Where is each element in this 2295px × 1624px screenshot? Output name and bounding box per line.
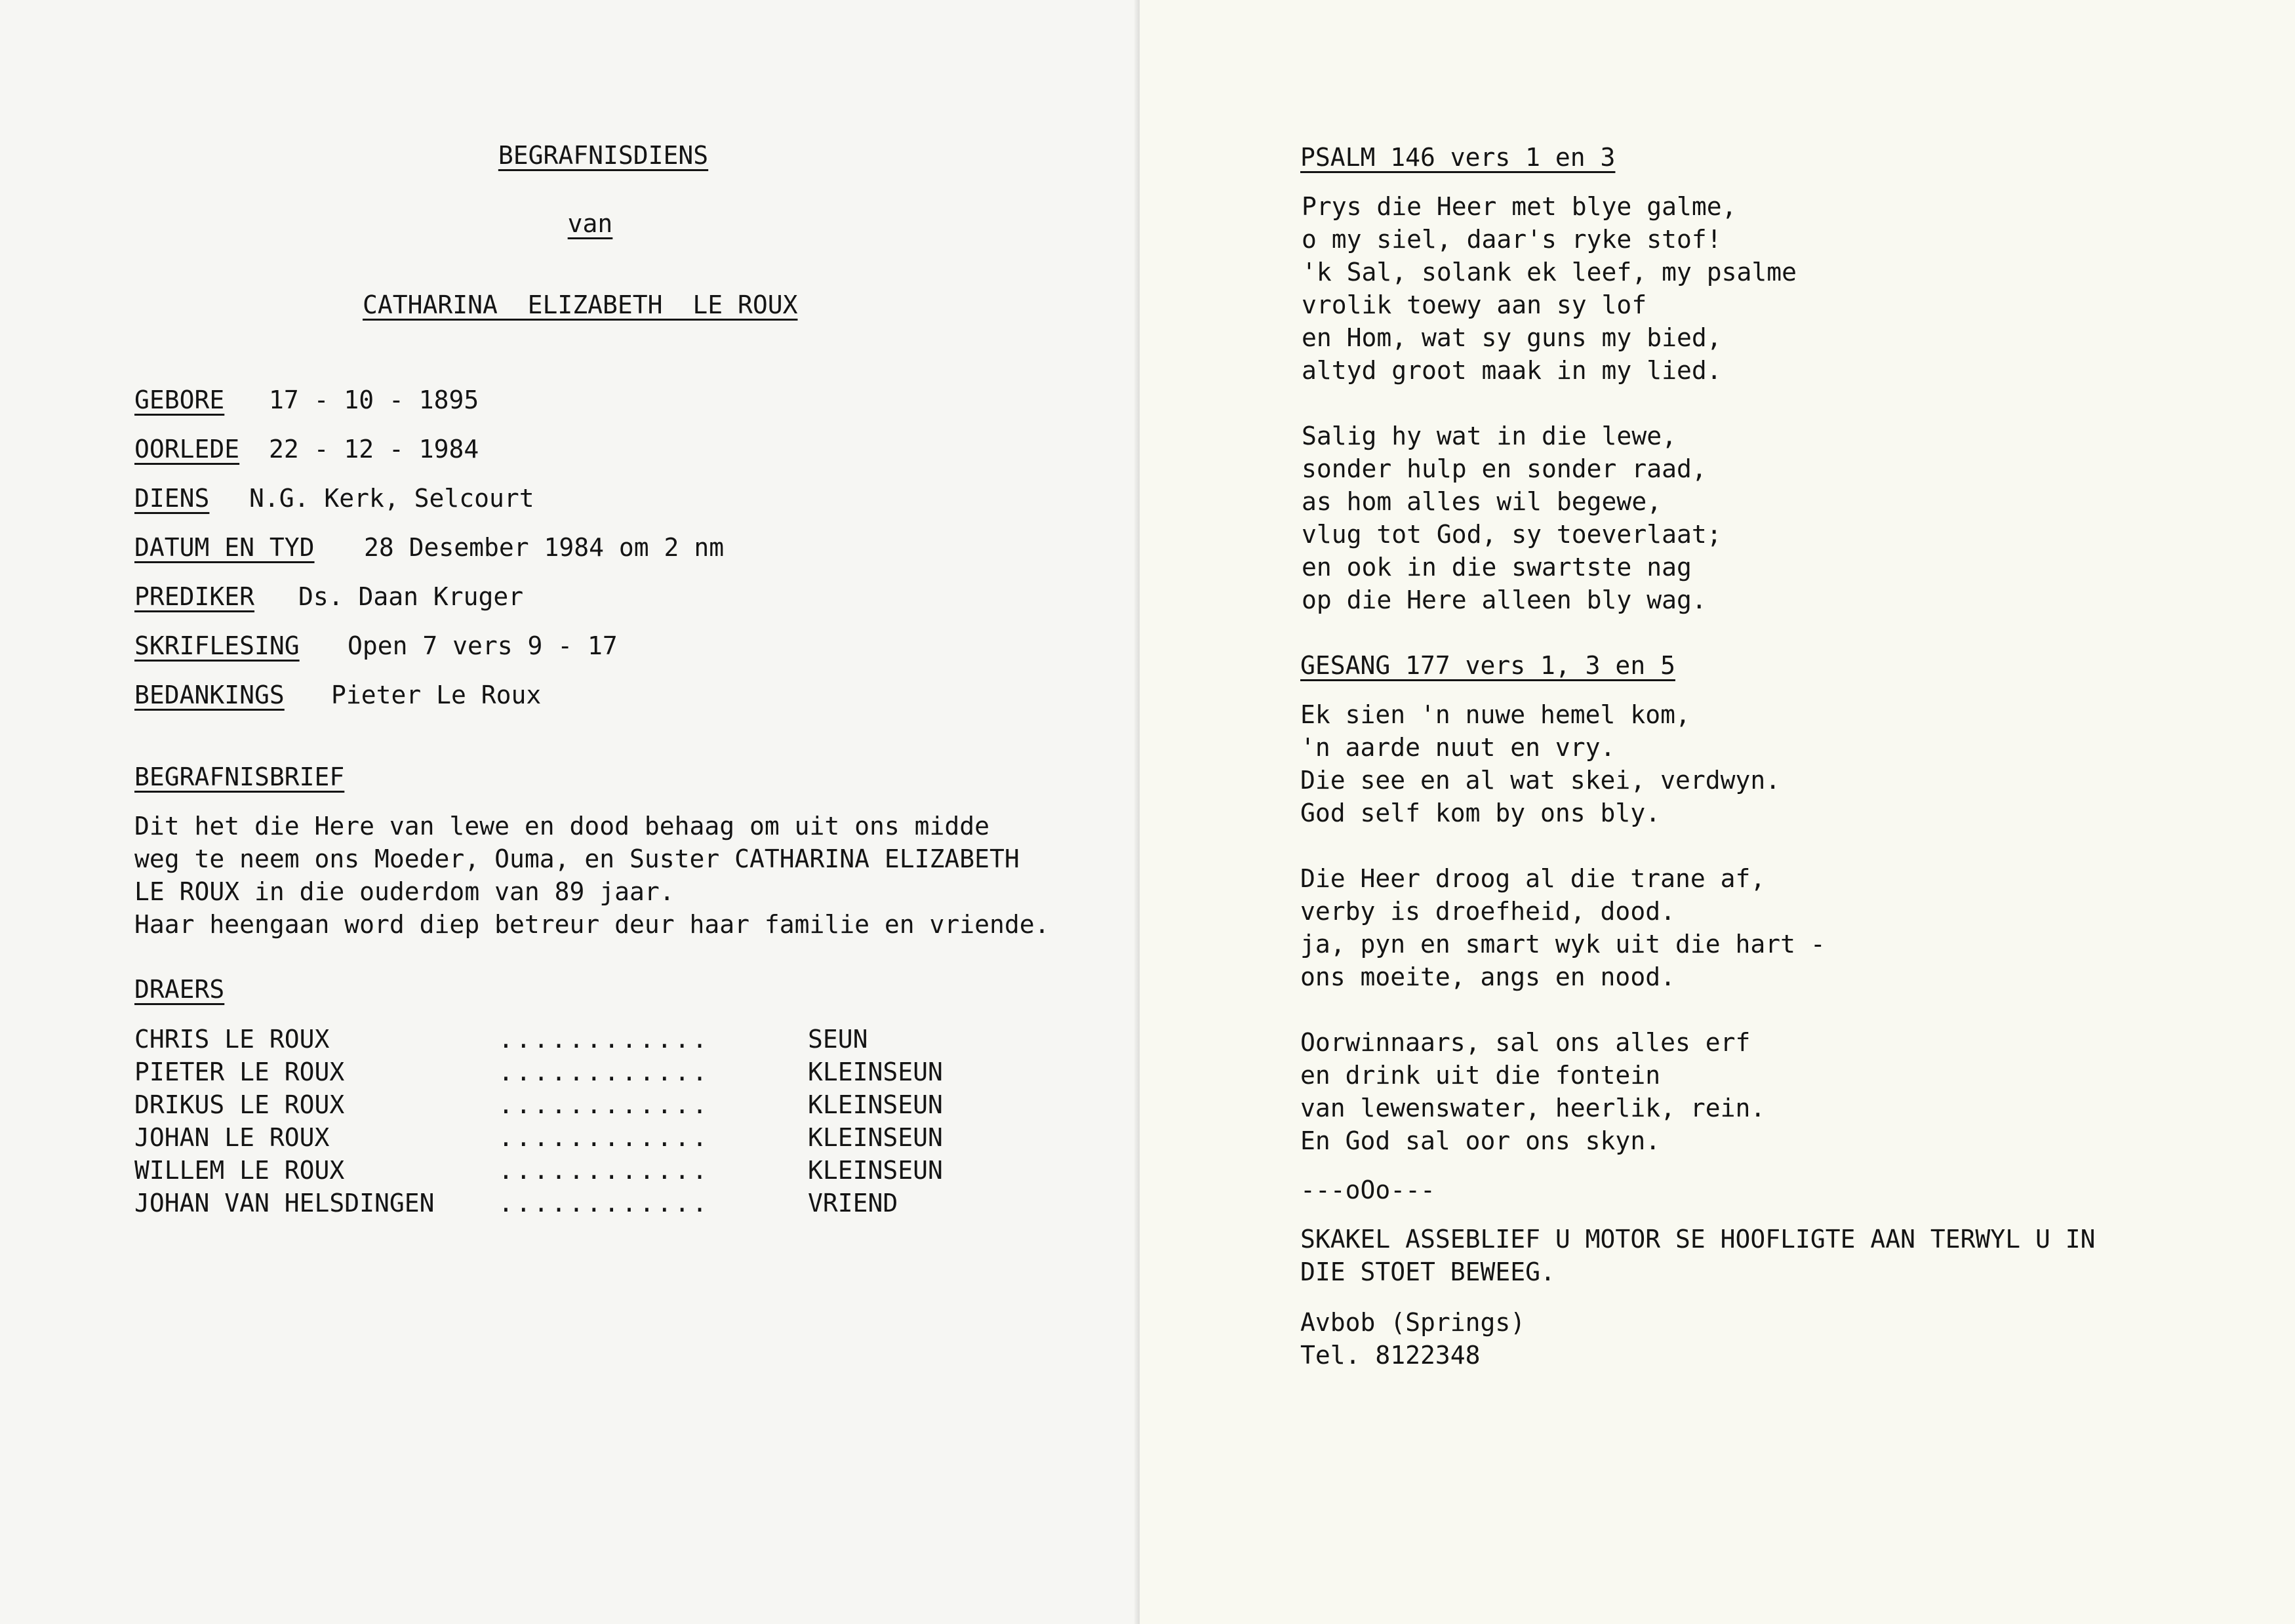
van-label: van (567, 209, 613, 238)
bearer-role: VRIEND (808, 1189, 898, 1218)
gesang-line: Die Heer droog al die trane af, (1300, 864, 1766, 893)
psalm-line: vrolik toewy aan sy lof (1302, 290, 1647, 319)
psalm-line: o my siel, daar's ryke stof! (1302, 225, 1722, 254)
gesang-heading: GESANG 177 vers 1, 3 en 5 (1300, 651, 1675, 680)
detail-label-bedankings: BEDANKINGS (134, 681, 285, 709)
detail-label-diens: DIENS (134, 484, 210, 513)
separator: ---oOo--- (1300, 1176, 1435, 1204)
gesang-line: van lewenswater, heerlik, rein. (1300, 1094, 1766, 1122)
gesang-line: verby is droefheid, dood. (1300, 897, 1675, 926)
psalm-line: Salig hy wat in die lewe, (1302, 422, 1677, 450)
bearer-dots: ............ (498, 1123, 710, 1152)
bearer-name: CHRIS LE ROUX (134, 1025, 330, 1054)
letter-line: LE ROUX in die ouderdom van 89 jaar. (134, 877, 675, 906)
psalm-line: 'k Sal, solank ek leef, my psalme (1302, 258, 1797, 287)
deceased-name: CATHARINA ELIZABETH LE ROUX (363, 290, 798, 319)
detail-label-skriflesing: SKRIFLESING (134, 631, 300, 660)
bearer-name: JOHAN LE ROUX (134, 1123, 330, 1152)
letter-heading: BEGRAFNISBRIEF (134, 762, 345, 791)
detail-value-datum: 28 Desember 1984 om 2 nm (364, 533, 725, 562)
psalm-heading: PSALM 146 vers 1 en 3 (1300, 143, 1616, 172)
bearer-dots: ............ (498, 1025, 710, 1054)
bearers-heading: DRAERS (134, 975, 225, 1004)
gesang-line: Ek sien 'n nuwe hemel kom, (1300, 700, 1690, 729)
gesang-line: Die see en al wat skei, verdwyn. (1300, 766, 1781, 795)
psalm-line: Prys die Heer met blye galme, (1302, 192, 1737, 221)
gesang-line: 'n aarde nuut en vry. (1300, 733, 1616, 762)
psalm-line: en ook in die swartste nag (1302, 553, 1692, 582)
bearer-dots: ............ (498, 1090, 710, 1119)
bearer-name: JOHAN VAN HELSDINGEN (134, 1189, 435, 1218)
notice-line: SKAKEL ASSEBLIEF U MOTOR SE HOOFLIGTE AAN TERWYL U IN (1300, 1225, 2096, 1254)
gesang-line: ja, pyn en smart wyk uit die hart - (1300, 930, 1826, 959)
psalm-line: sonder hulp en sonder raad, (1302, 454, 1707, 483)
telephone: Tel. 8122348 (1300, 1341, 1481, 1370)
bearer-name: PIETER LE ROUX (134, 1058, 345, 1086)
bearer-role: KLEINSEUN (808, 1058, 943, 1086)
bearer-role: SEUN (808, 1025, 868, 1054)
psalm-line: as hom alles wil begewe, (1302, 487, 1662, 516)
left-page (0, 0, 1140, 1624)
psalm-line: vlug tot God, sy toeverlaat; (1302, 520, 1722, 549)
detail-label-oorlede: OORLEDE (134, 435, 240, 464)
gesang-line: Oorwinnaars, sal ons alles erf (1300, 1028, 1751, 1057)
gesang-line: En God sal oor ons skyn. (1300, 1126, 1661, 1155)
detail-value-oorlede: 22 - 12 - 1984 (269, 435, 479, 464)
detail-value-diens: N.G. Kerk, Selcourt (249, 484, 534, 513)
detail-value-skriflesing: Open 7 vers 9 - 17 (348, 631, 618, 660)
detail-label-datum: DATUM EN TYD (134, 533, 315, 562)
detail-value-gebore: 17 - 10 - 1895 (269, 386, 479, 414)
bearer-dots: ............ (498, 1058, 710, 1086)
letter-line: Haar heengaan word diep betreur deur haar familie en vriende. (134, 910, 1050, 939)
detail-value-prediker: Ds. Daan Kruger (298, 582, 524, 611)
letter-line: Dit het die Here van lewe en dood behaag om uit ons midde (134, 812, 990, 841)
psalm-line: en Hom, wat sy guns my bied, (1302, 323, 1722, 352)
gesang-line: ons moeite, angs en nood. (1300, 962, 1675, 991)
bearer-role: KLEINSEUN (808, 1156, 943, 1185)
bearer-role: KLEINSEUN (808, 1123, 943, 1152)
detail-value-bedankings: Pieter Le Roux (331, 681, 542, 709)
bearer-role: KLEINSEUN (808, 1090, 943, 1119)
bearer-name: WILLEM LE ROUX (134, 1156, 345, 1185)
undertaker-name: Avbob (Springs) (1300, 1308, 1526, 1337)
psalm-line: op die Here alleen bly wag. (1302, 585, 1707, 614)
bearer-dots: ............ (498, 1156, 710, 1185)
detail-label-prediker: PREDIKER (134, 582, 255, 611)
gesang-line: God self kom by ons bly. (1300, 799, 1661, 827)
detail-label-gebore: GEBORE (134, 386, 225, 414)
bearer-dots: ............ (498, 1189, 710, 1218)
right-page (1140, 0, 2295, 1624)
psalm-line: altyd groot maak in my lied. (1302, 356, 1722, 385)
bearer-name: DRIKUS LE ROUX (134, 1090, 345, 1119)
program-title: BEGRAFNISDIENS (498, 141, 709, 170)
gesang-line: en drink uit die fontein (1300, 1061, 1661, 1090)
letter-line: weg te neem ons Moeder, Ouma, en Suster CATHARINA ELIZABETH (134, 844, 1020, 873)
notice-line: DIE STOET BEWEEG. (1300, 1258, 1555, 1286)
